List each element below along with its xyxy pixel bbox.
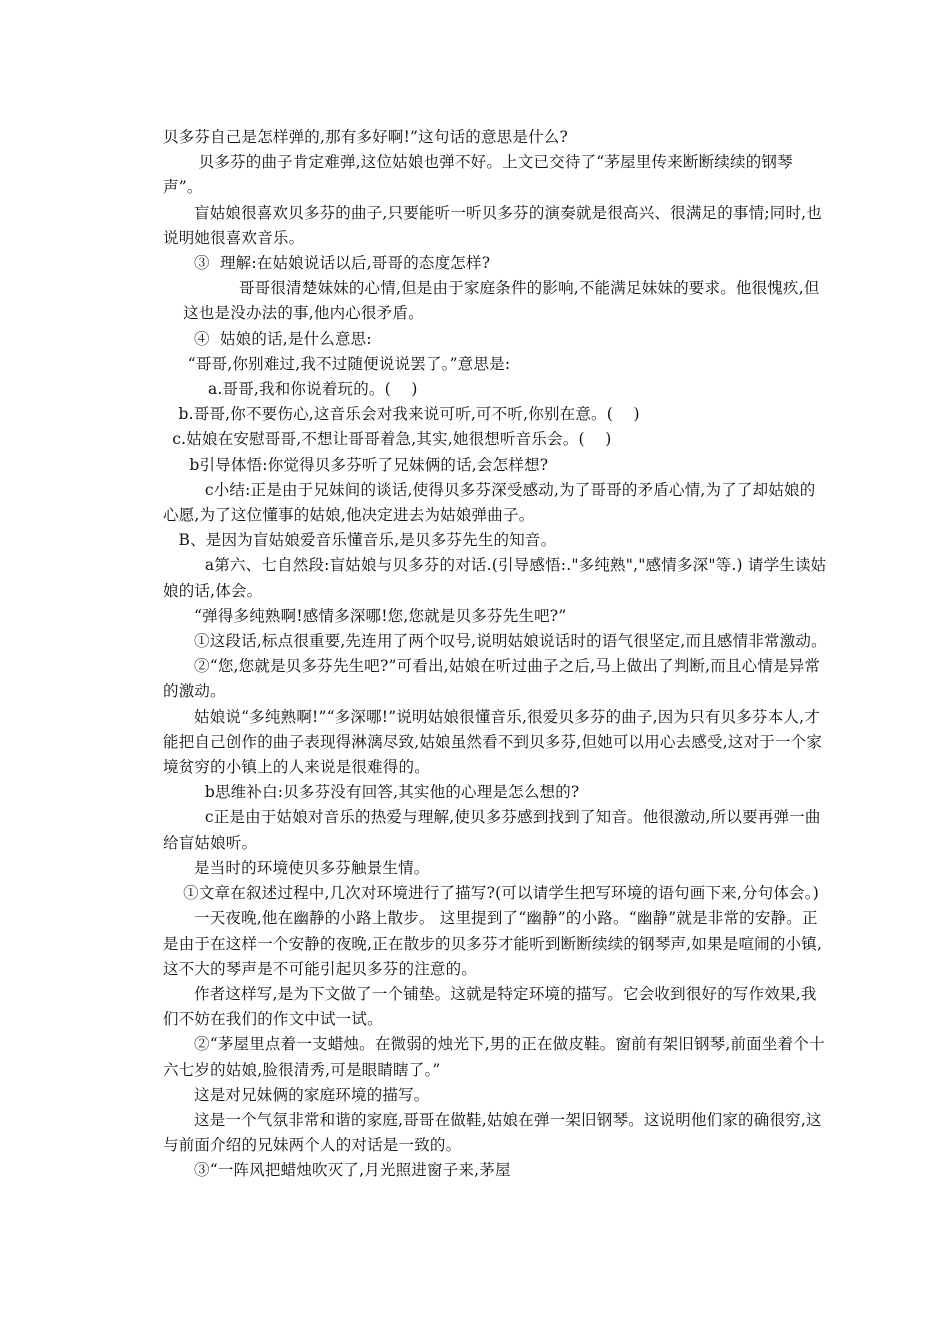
paragraph: ③ 理解:在姑娘说话以后,哥哥的态度怎样? — [194, 254, 491, 273]
paragraph: ①这段话,标点很重要,先连用了两个叹号,说明姑娘说话时的语气很坚定,而且感情非常激动。 — [194, 632, 827, 651]
paragraph: ②“您,您就是贝多芬先生吧?”可看出,姑娘在听过曲子之后,马上做出了判断,而且心情是异常的激动。 — [163, 657, 821, 701]
paragraph: 盲姑娘很喜欢贝多芬的曲子,只要能听一听贝多芬的演奏就是很高兴、很满足的事情;同时,也说明她很喜欢音乐。 — [163, 203, 822, 247]
paragraph: c小结:正是由于兄妹间的谈话,使得贝多芬深受感动,为了哥哥的矛盾心情,为了了却姑娘的心愿,为了这位懂事的姑娘,他决定进去为姑娘弹曲子。 — [163, 480, 816, 525]
paragraph: ③“一阵风把蜡烛吹灭了,月光照进窗子来,茅屋 — [194, 1161, 511, 1180]
paragraph: 姑娘说“多纯熟啊!”“多深哪!”说明姑娘很懂音乐,很爱贝多芬的曲子,因为只有贝多芬本人,才能把自己创作的曲子表现得淋漓尽致,姑娘虽然看不到贝多芬,但她可以用心去感受,这对于一个家境贫穷的小镇上的人来说是很难得的。 — [163, 707, 823, 777]
paragraph: b引导体悟:你觉得贝多芬听了兄妹俩的话,会怎样想? — [189, 455, 549, 474]
paragraph: b思维补白:贝多芬没有回答,其实他的心理是怎么想的? — [204, 783, 580, 802]
paragraph: a第六、七自然段:盲姑娘与贝多芬的对话.(引导感悟:."多纯熟","感情多深"等.) 请学生读姑娘的话,体会。 — [163, 556, 827, 600]
paragraph: ④ 姑娘的话,是什么意思: — [194, 329, 372, 348]
paragraph: “哥哥,你别难过,我不过随便说说罢了。”意思是: — [187, 354, 511, 373]
document-body — [163, 125, 828, 1184]
paragraph: b.哥哥,你不要伤心,这音乐会对我来说可听,可不听,你别在意。( ) — [178, 405, 640, 424]
paragraph: 这是对兄妹俩的家庭环境的描写。 — [194, 1085, 430, 1104]
paragraph: c.姑娘在安慰哥哥,不想让哥哥着急,其实,她很想听音乐会。( ) — [172, 430, 612, 449]
paragraph: 是当时的环境使贝多芬触景生情。 — [194, 858, 430, 877]
paragraph: 作者这样写,是为下文做了一个铺垫。这就是特定环境的描写。它会收到很好的写作效果,我们不妨在我们的作文中试一试。 — [163, 984, 817, 1029]
paragraph: 贝多芬的曲子肯定难弹,这位姑娘也弹不好。上文已交待了“茅屋里传来断断续续的钢琴声”。 — [163, 153, 793, 197]
paragraph: c正是由于姑娘对音乐的热爱与理解,使贝多芬感到找到了知音。他很激动,所以要再弹一曲给盲姑娘听。 — [163, 808, 821, 852]
paragraph: 哥哥很清楚妹妹的心情,但是由于家庭条件的影响,不能满足妹妹的要求。他很愧疚,但这也是没办法的事,他内心很矛盾。 — [183, 279, 820, 323]
paragraph: B、是因为盲姑娘爱音乐懂音乐,是贝多芬先生的知音。 — [178, 531, 557, 550]
paragraph: ①文章在叙述过程中,几次对环境进行了描写?(可以请学生把写环境的语句画下来,分句体会。) — [183, 884, 819, 903]
paragraph: ②“茅屋里点着一支蜡烛。在微弱的烛光下,男的正在做皮鞋。窗前有架旧钢琴,前面坐着个十六七岁的姑娘,脸很清秀,可是眼睛瞎了。” — [163, 1035, 825, 1079]
paragraph: “弹得多纯熟啊!感情多深哪!您,您就是贝多芬先生吧?” — [194, 606, 567, 625]
paragraph: 贝多芬自己是怎样弹的,那有多好啊!”这句话的意思是什么? — [163, 128, 568, 146]
paragraph: 这是一个气氛非常和谐的家庭,哥哥在做鞋,姑娘在弹一架旧钢琴。这说明他们家的确很穷,这与前面介绍的兄妹两个人的对话是一致的。 — [163, 1110, 822, 1155]
paragraph: a.哥哥,我和你说着玩的。( ) — [207, 380, 418, 399]
paragraph: 一天夜晚,他在幽静的小路上散步。 这里提到了“幽静”的小路。“幽静”就是非常的安静。正是由于在这样一个安静的夜晚,正在散步的贝多芬才能听到断断续续的钢琴声,如果是喧闹的小镇,这不大的琴声是不可能引起贝多芬的注意的。 — [163, 909, 823, 978]
